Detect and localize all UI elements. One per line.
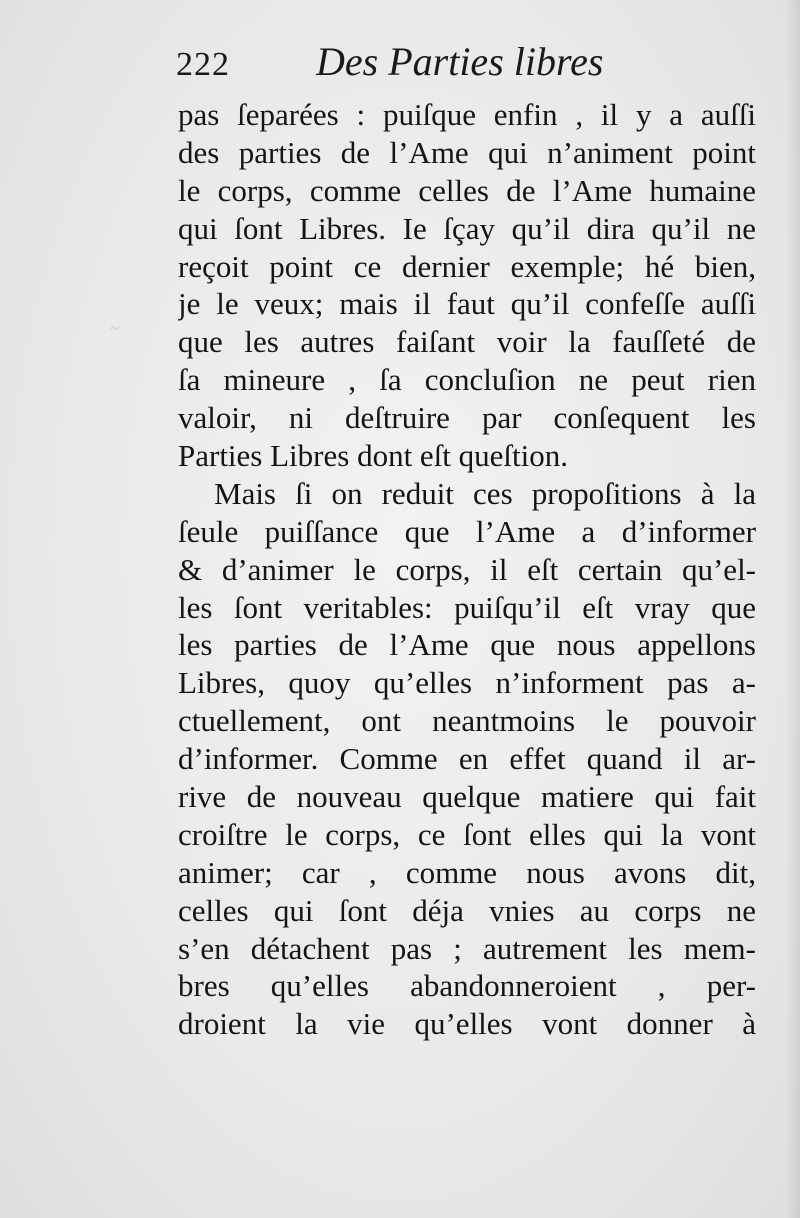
text-line: s’en détachent pas ; autrement les mem- <box>178 930 756 966</box>
text-line: les parties de l’Ame que nous appellons <box>178 627 756 663</box>
text-line: le corps, comme celles de l’Ame humaine <box>178 172 756 208</box>
text-line: valoir, ni deſtruire par conſequent les <box>178 400 756 436</box>
paragraph-first-line: Mais ſi on reduit ces propoſitions à la <box>214 475 756 511</box>
text-line: animer; car , comme nous avons dit, <box>178 854 756 890</box>
text-line: bres qu’elles abandonneroient , per- <box>178 968 756 1004</box>
text-line: reçoit point ce dernier exemple; hé bien, <box>178 248 756 284</box>
text-line: ſa mineure , ſa concluſion ne peut rien <box>178 362 756 398</box>
running-head <box>176 38 776 98</box>
text-line: ſeule puiſſance que l’Ame a d’informer <box>178 513 756 549</box>
text-line: les ſont veritables: puiſqu’il eſt vray que <box>178 589 756 625</box>
body-text <box>178 96 756 1043</box>
bleed-through-mark: ~ <box>110 318 120 338</box>
text-line: ctuellement, ont neantmoins le pouvoir <box>178 703 756 739</box>
page-edge-shadow <box>786 0 800 1218</box>
text-line: pas ſeparées : puiſque enfin , il y a auſſi <box>178 97 756 132</box>
page-number: 222 <box>176 46 230 83</box>
text-line: rive de nouveau quelque matiere qui fait <box>178 779 756 815</box>
text-line: & d’animer le corps, il eſt certain qu’el- <box>178 551 756 587</box>
text-line: que les autres faiſant voir la fauſſeté de <box>178 324 756 360</box>
text-line: qui ſont Libres. Ie ſçay qu’il dira qu’il ne <box>178 210 756 246</box>
text-line: droient la vie qu’elles vont donner à <box>178 1006 756 1042</box>
text-line: croiſtre le corps, ce ſont elles qui la vont <box>178 816 756 852</box>
paragraph-end-line: Parties Libres dont eſt queſtion. <box>178 438 569 474</box>
text-line: celles qui ſont déja vnies au corps ne <box>178 892 756 928</box>
text-line: des parties de l’Ame qui n’animent point <box>178 134 756 170</box>
text-line: Libres, quoy qu’elles n’informent pas a- <box>178 665 756 701</box>
text-line: d’informer. Comme en effet quand il ar- <box>178 741 756 777</box>
running-title: Des Parties libres <box>316 39 604 84</box>
text-line: je le veux; mais il faut qu’il confeſſe auſſi <box>178 286 756 322</box>
